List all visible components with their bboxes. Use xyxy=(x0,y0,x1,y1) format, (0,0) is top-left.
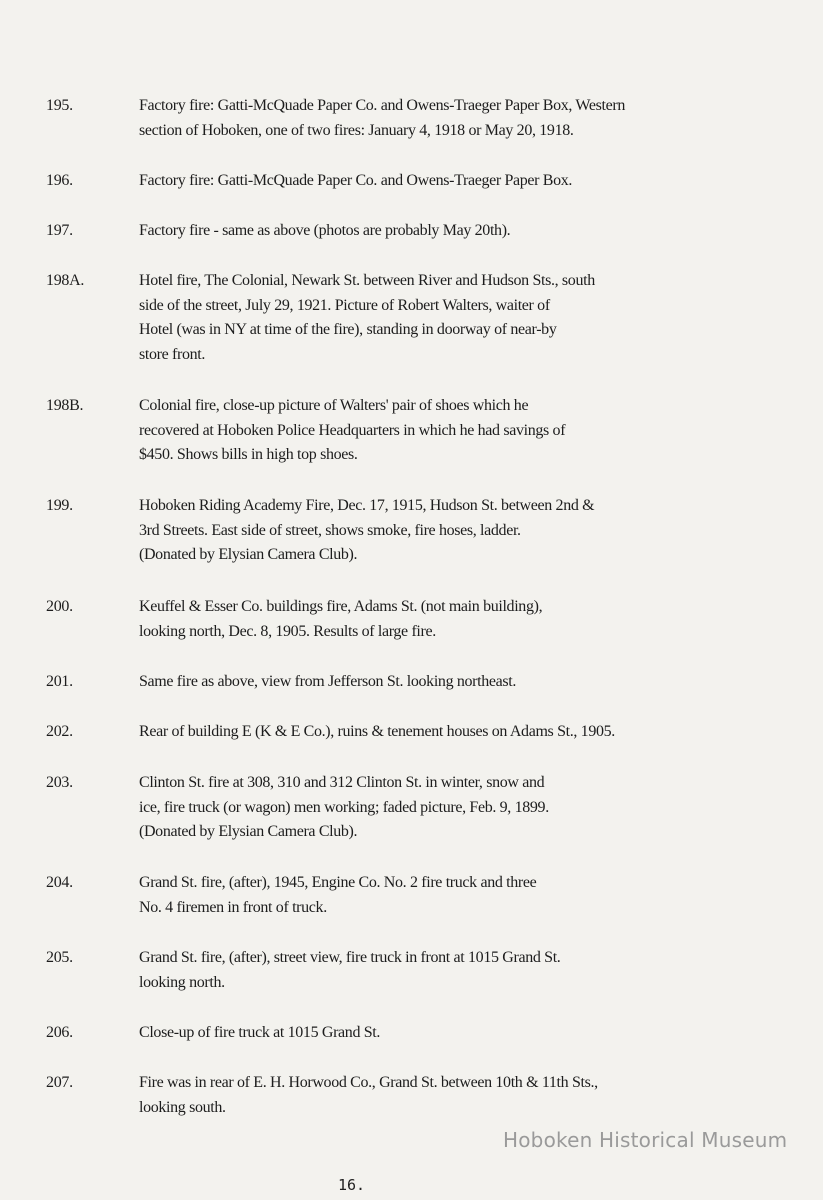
entry-description xyxy=(139,1071,739,1120)
entry-line: Rear of building E (K & E Co.), ruins & tenement houses on Adams St., 1905. xyxy=(139,723,615,740)
entry-description xyxy=(139,169,739,194)
entry-line: Same fire as above, view from Jefferson St. looking northeast. xyxy=(139,673,517,690)
entry-line: section of Hoboken, one of two fires: January 4, 1918 or May 20, 1918. xyxy=(139,121,574,139)
entry-line: Grand St. fire, (after), 1945, Engine Co. No. 2 fire truck and three xyxy=(139,874,537,891)
entry-line: Keuffel & Esser Co. buildings fire, Adams St. (not main building), xyxy=(139,598,543,615)
entry-description xyxy=(139,269,739,367)
entry-description xyxy=(139,219,739,244)
entry-number: 200. xyxy=(46,598,73,615)
entry-line: Colonial fire, close-up picture of Walters' pair of shoes which he xyxy=(139,397,529,414)
entry-line: side of the street, July 29, 1921. Picture of Robert Walters, waiter of xyxy=(139,296,550,314)
entry-line: store front. xyxy=(139,345,206,363)
entry-line: $450. Shows bills in high top shoes. xyxy=(139,446,358,463)
entry-description xyxy=(139,720,739,745)
entry-number: 207. xyxy=(46,1074,73,1091)
entry-line: Hoboken Riding Academy Fire, Dec. 17, 1915, Hudson St. between 2nd & xyxy=(139,497,595,514)
entry-number: 197. xyxy=(46,222,73,239)
entry-number: 196. xyxy=(46,172,73,189)
entry-description xyxy=(139,670,739,695)
entry-number: 198A. xyxy=(46,272,85,289)
entry-line: looking north. xyxy=(139,973,225,991)
entry-line: ice, fire truck (or wagon) men working; faded picture, Feb. 9, 1899. xyxy=(139,798,549,816)
entry-description xyxy=(139,771,739,845)
entry-number: 201. xyxy=(46,673,73,690)
museum-watermark: Hoboken Historical Museum xyxy=(503,1128,788,1152)
entry-line: Hotel fire, The Colonial, Newark St. between River and Hudson Sts., south xyxy=(139,272,595,289)
entry-description xyxy=(139,946,739,995)
entry-number: 204. xyxy=(46,874,73,891)
entry-line: Factory fire: Gatti-McQuade Paper Co. and Owens-Traeger Paper Box. xyxy=(139,172,573,189)
entry-number: 203. xyxy=(46,774,73,791)
entry-line: Grand St. fire, (after), street view, fire truck in front at 1015 Grand St. xyxy=(139,949,561,966)
entry-description xyxy=(139,871,739,920)
entry-number: 195. xyxy=(46,97,73,114)
entry-line: (Donated by Elysian Camera Club). xyxy=(139,546,358,563)
entry-line: (Donated by Elysian Camera Club). xyxy=(139,823,358,840)
entry-line: looking north, Dec. 8, 1905. Results of large fire. xyxy=(139,622,436,640)
entry-line: Clinton St. fire at 308, 310 and 312 Clinton St. in winter, snow and xyxy=(139,774,545,791)
entry-description xyxy=(139,94,739,143)
page-number: 16. xyxy=(338,1176,366,1194)
entry-number: 206. xyxy=(46,1024,73,1041)
entry-number: 199. xyxy=(46,497,73,514)
entry-description xyxy=(139,595,739,644)
entry-description xyxy=(139,494,739,568)
entry-number: 198B. xyxy=(46,397,84,414)
entry-line: Fire was in rear of E. H. Horwood Co., Grand St. between 10th & 11th Sts., xyxy=(139,1074,598,1091)
entry-description xyxy=(139,1021,739,1046)
entry-number: 205. xyxy=(46,949,73,966)
entry-line: 3rd Streets. East side of street, shows smoke, fire hoses, ladder. xyxy=(139,521,521,539)
entry-line: Factory fire: Gatti-McQuade Paper Co. and Owens-Traeger Paper Box, Western xyxy=(139,97,626,114)
entry-line: looking south. xyxy=(139,1098,226,1116)
entry-description xyxy=(139,394,739,468)
entry-number: 202. xyxy=(46,723,73,740)
entry-line: Hotel (was in NY at time of the fire), standing in doorway of near-by xyxy=(139,321,557,338)
entry-line: recovered at Hoboken Police Headquarters in which he had savings of xyxy=(139,421,566,439)
entry-line: Close-up of fire truck at 1015 Grand St. xyxy=(139,1024,381,1041)
entry-line: Factory fire - same as above (photos are probably May 20th). xyxy=(139,222,511,239)
entry-line: No. 4 firemen in front of truck. xyxy=(139,898,327,916)
